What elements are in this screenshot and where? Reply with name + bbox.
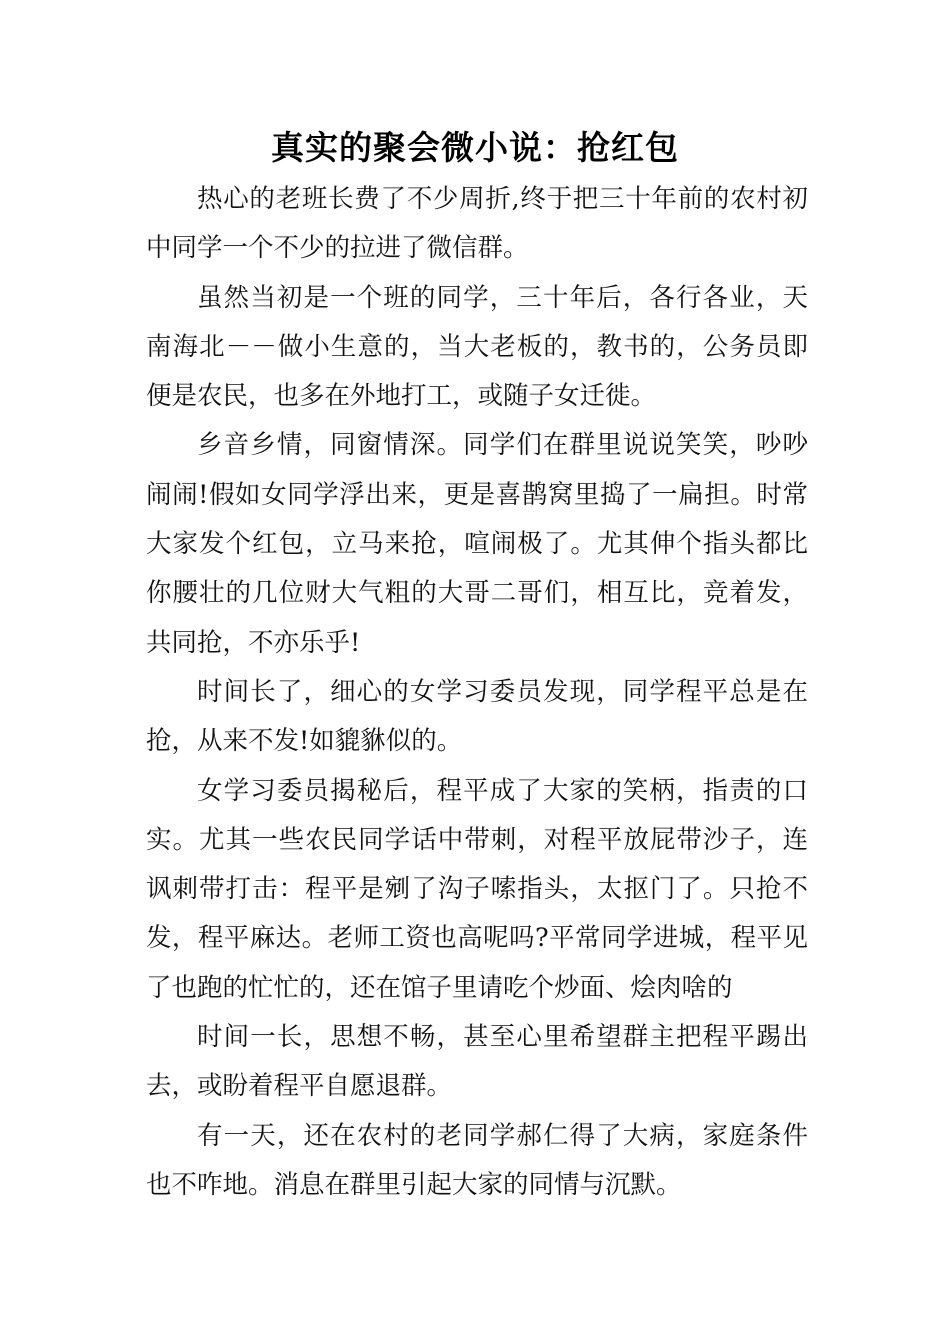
paragraph: 乡音乡情，同窗情深。同学们在群里说说笑笑，吵吵闹闹!假如女同学浮出来，更是喜鹊窝里捣了一扁担。时常大家发个红包，立马来抢，喧闹极了。尤其伸个指头都比你腰壮的几位财大气粗的大哥二哥们，相互比，竞着发，共同抢，不亦乐乎! bbox=[146, 430, 808, 658]
paragraph: 热心的老班长费了不少周折,终于把三十年前的农村初中同学一个不少的拉进了微信群。 bbox=[146, 184, 808, 264]
paragraph: 有一天，还在农村的老同学郝仁得了大病，家庭条件也不咋地。消息在群里引起大家的同情与沉默。 bbox=[146, 1120, 808, 1200]
document-body bbox=[146, 175, 808, 1210]
paragraph: 时间一长，思想不畅，甚至心里希望群主把程平踢出去，或盼着程平自愿退群。 bbox=[146, 1022, 808, 1102]
paragraph: 虽然当初是一个班的同学，三十年后，各行各业，天南海北－－做小生意的，当大老板的，教书的，公务员即便是农民，也多在外地打工，或随子女迁徙。 bbox=[146, 282, 808, 412]
paragraph: 时间长了，细心的女学习委员发现，同学程平总是在抢，从来不发!如貔貅似的。 bbox=[146, 676, 808, 757]
document-title: 真实的聚会微小说：抢红包 bbox=[271, 128, 679, 167]
paragraph: 女学习委员揭秘后，程平成了大家的笑柄，指责的口实。尤其一些农民同学话中带刺，对程平放屁带沙子，连讽刺带打击：程平是剜了沟子嗦指头，太抠门了。只抢不发，程平麻达。老师工资也高呢吗?平常同学进城，程平见了也跑的忙忙的，还在馆子里请吃个炒面、烩肉啥的 bbox=[146, 775, 808, 1003]
